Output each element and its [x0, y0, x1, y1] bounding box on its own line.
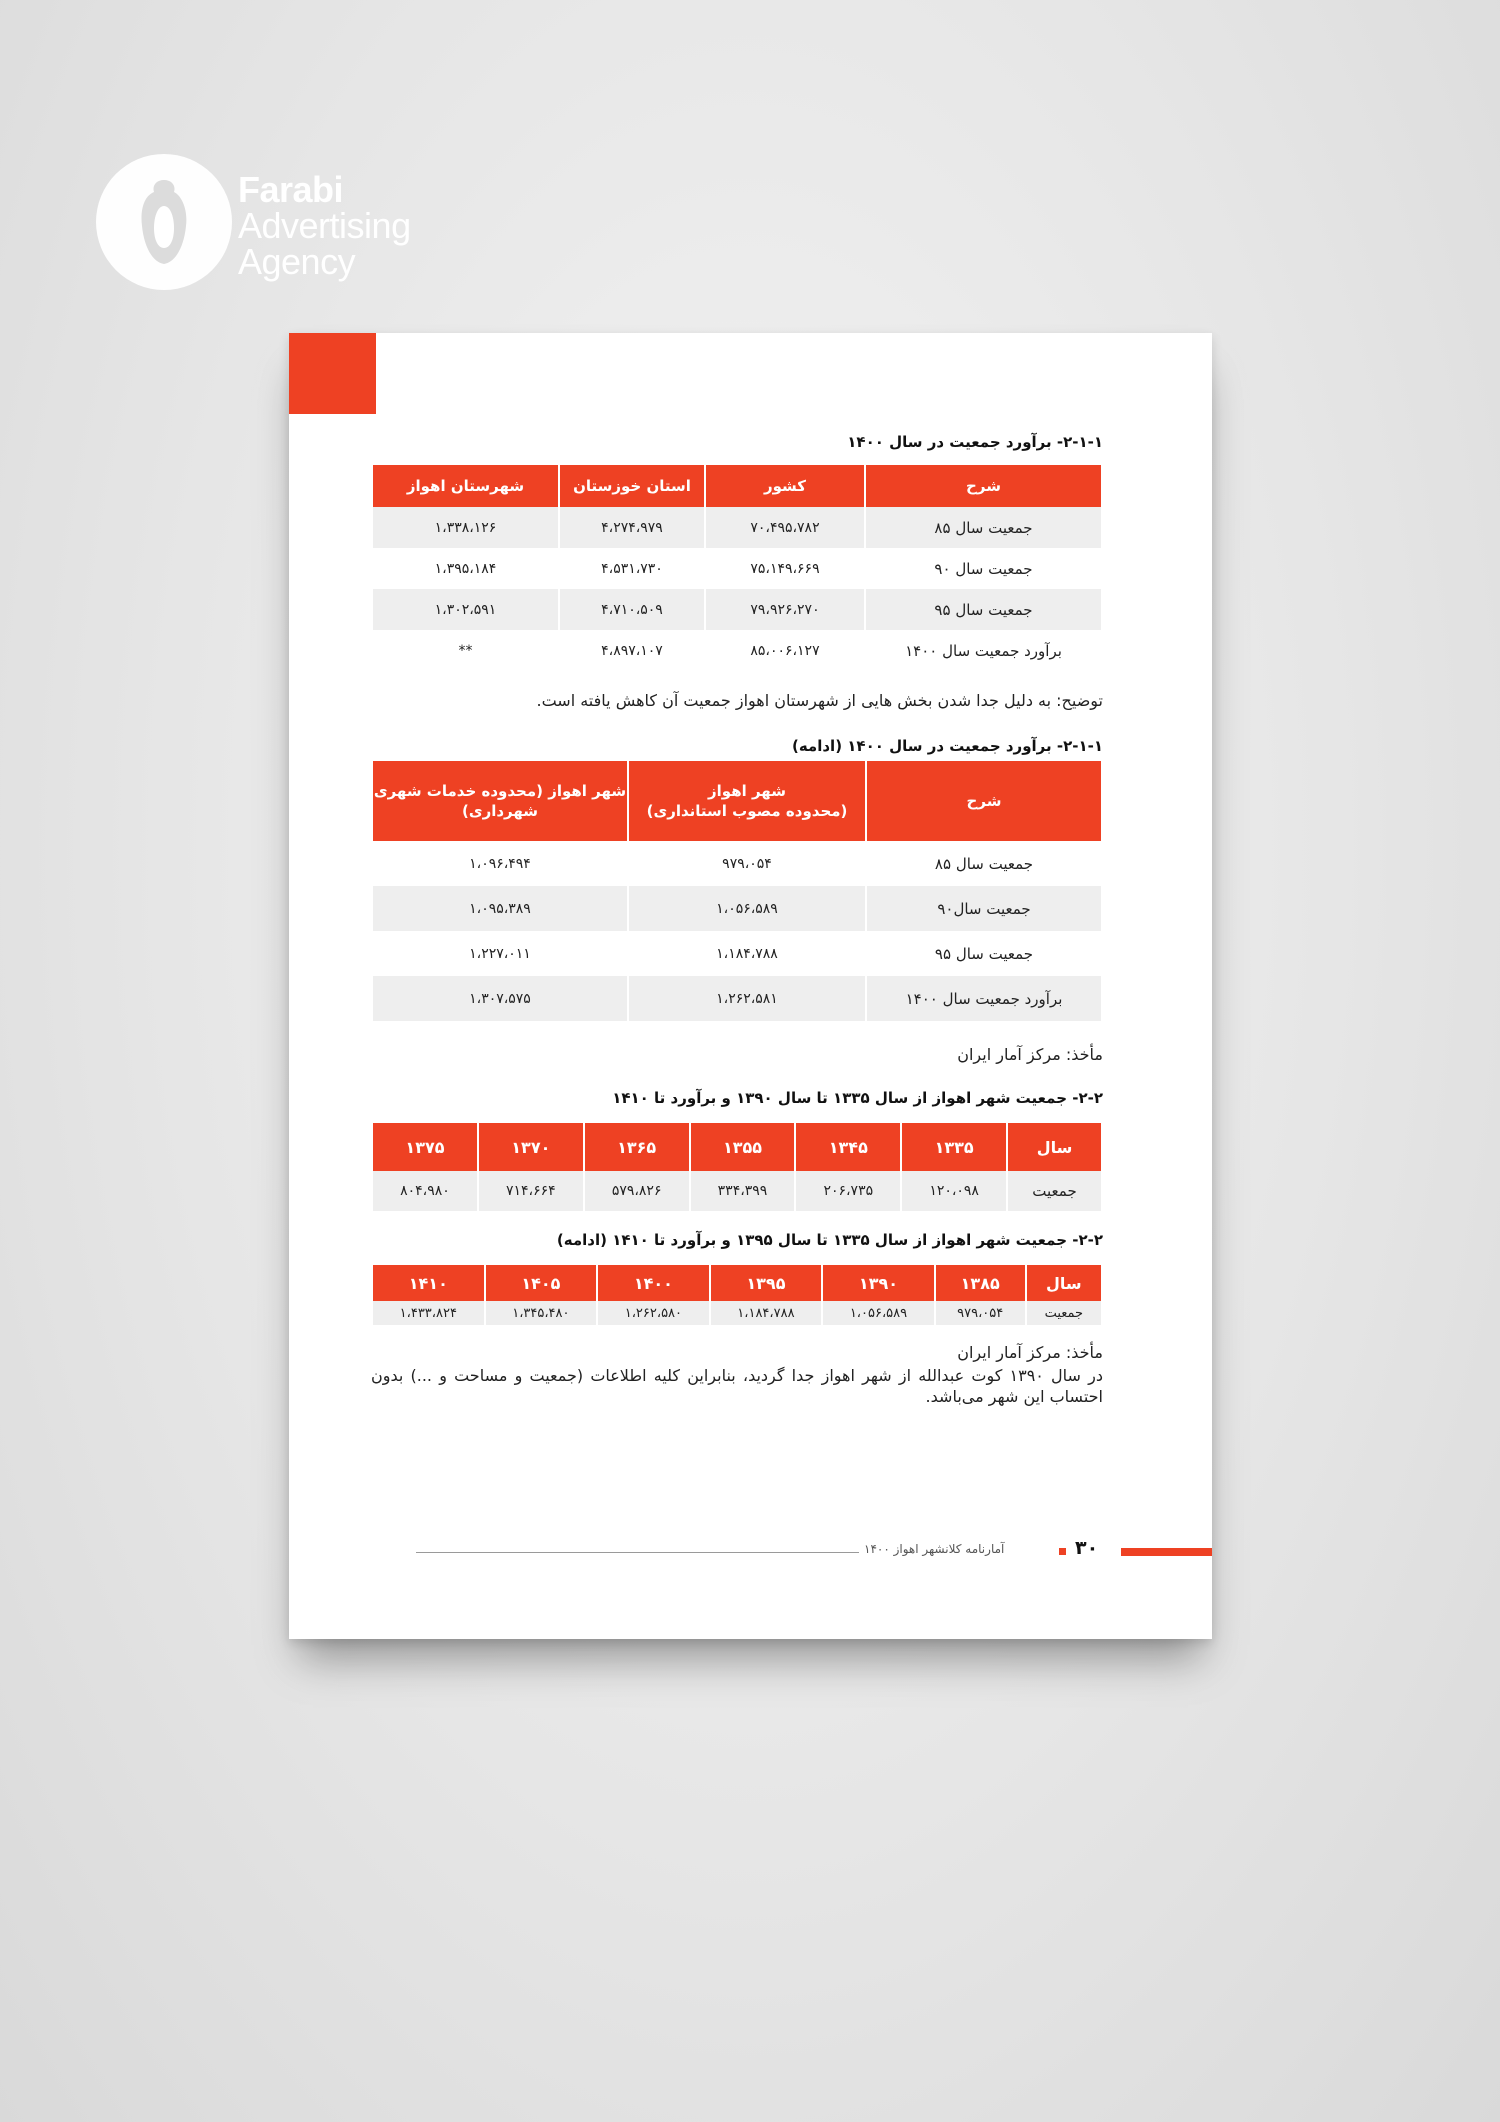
table-cell: ۱،۲۶۲،۵۸۰	[598, 1301, 709, 1325]
section2-source: مأخذ: مرکز آمار ایران	[957, 1045, 1103, 1064]
logo-line-2: Advertising	[238, 205, 411, 246]
table-header-row	[373, 1123, 1101, 1171]
section2-title: ۲-۱-۱- برآورد جمعیت در سال ۱۴۰۰ (ادامه)	[791, 737, 1103, 755]
table-header-cell: سال	[1027, 1265, 1101, 1301]
footer-square-icon	[1059, 1548, 1066, 1555]
table-header-cell	[373, 761, 627, 841]
table-cell: ۱،۱۸۴،۷۸۸	[711, 1301, 822, 1325]
table-cell: ۱،۰۹۶،۴۹۴	[469, 855, 531, 872]
corner-accent-block	[289, 333, 376, 414]
table-row	[373, 886, 1101, 931]
section3-title: ۲-۲- جمعیت شهر اهواز از سال ۱۳۳۵ تا سال ۱۳۹۰ و برآورد تا ۱۴۱۰	[612, 1089, 1103, 1107]
table-cell: **	[458, 642, 473, 659]
table-cell: ۱،۲۲۷،۰۱۱	[469, 945, 531, 962]
logo-line-3: Agency	[238, 241, 356, 282]
table-cell: جمعیت سال ۸۵	[934, 854, 1034, 873]
footer-rule	[416, 1552, 859, 1553]
header-text: شرح	[966, 792, 1002, 810]
table-cell: ۴،۷۱۰،۵۰۹	[560, 589, 704, 630]
table-header-cell: ۱۳۷۵	[373, 1123, 477, 1171]
table-row	[373, 507, 1101, 548]
table-header-cell: ۱۴۰۵	[486, 1265, 597, 1301]
table-cell: ۴،۲۷۴،۹۷۹	[560, 507, 704, 548]
table-row	[373, 589, 1101, 630]
table-row	[373, 630, 1101, 671]
table-cell: ۴،۵۳۱،۷۳۰	[601, 560, 663, 577]
table-cell: ۵۷۹،۸۲۶	[585, 1171, 689, 1211]
table-header-row	[373, 465, 1101, 507]
table-header-cell	[629, 761, 865, 841]
header-text-line: (محدوده مصوب استانداری)	[646, 802, 848, 820]
table-header-cell: ۱۳۴۵	[796, 1123, 900, 1171]
logo-figure-icon	[136, 176, 192, 268]
table-cell: ۷۱۴،۶۶۴	[479, 1171, 583, 1211]
table-cell: ۱،۳۴۵،۴۸۰	[486, 1301, 597, 1325]
table-cell: ۱،۴۳۳،۸۲۴	[373, 1301, 484, 1325]
footer-accent-bar	[1121, 1548, 1212, 1556]
table-cell: جمعیت سال ۸۵	[866, 507, 1101, 548]
table-header-row	[373, 761, 1101, 841]
table-cell: ۱،۰۵۶،۵۸۹	[823, 1301, 934, 1325]
section2-table	[371, 761, 1103, 1021]
table-header-cell: ۱۴۱۰	[373, 1265, 484, 1301]
logo-line-1: Farabi	[238, 169, 344, 210]
table-cell: ۷۵،۱۴۹،۶۶۹	[750, 560, 820, 577]
table-cell: برآورد جمعیت سال ۱۴۰۰	[905, 641, 1062, 660]
table-cell: ۳۳۴،۳۹۹	[691, 1171, 795, 1211]
header-text-line: شهر اهواز (محدوده خدمات شهری	[373, 782, 627, 800]
table-cell: ۲۰۶،۷۳۵	[796, 1171, 900, 1211]
logo-text	[238, 169, 411, 282]
table-header-cell: ۱۳۶۵	[585, 1123, 689, 1171]
table-cell: جمعیت	[1027, 1301, 1101, 1325]
table-cell: جمعیت سال ۹۵	[934, 944, 1034, 963]
table-header-cell: ۱۳۷۰	[479, 1123, 583, 1171]
table-row	[373, 1301, 1101, 1325]
table-row	[373, 841, 1101, 886]
table-header-cell: ۱۴۰۰	[598, 1265, 709, 1301]
table-cell: ۸۰۴،۹۸۰	[373, 1171, 477, 1211]
table-cell: جمعیت سال۹۰	[867, 886, 1101, 931]
section1-title: ۲-۱-۱- برآورد جمعیت در سال ۱۴۰۰	[847, 433, 1103, 451]
table-cell: ۷۹،۹۲۶،۲۷۰	[706, 589, 864, 630]
table-cell: ۱،۰۵۶،۵۸۹	[629, 886, 865, 931]
table-cell: برآورد جمعیت سال ۱۴۰۰	[867, 976, 1101, 1021]
table-cell: جمعیت سال ۹۰	[934, 559, 1033, 578]
table-cell: ۹۷۹،۰۵۴	[936, 1301, 1025, 1325]
table-cell: جمعیت	[1008, 1171, 1101, 1211]
table-header-cell: استان خوزستان	[560, 465, 704, 507]
header-text-line: شهرداری)	[461, 802, 539, 820]
table-cell: ۱،۰۹۵،۳۸۹	[373, 886, 627, 931]
table-cell: جمعیت سال ۹۵	[866, 589, 1101, 630]
table-header-cell: ۱۳۹۵	[711, 1265, 822, 1301]
table-header-cell: ۱۳۸۵	[936, 1265, 1025, 1301]
table-cell: ۷۰،۴۹۵،۷۸۲	[706, 507, 864, 548]
table-row	[373, 976, 1101, 1021]
section1-note: توضیح: به دلیل جدا شدن بخش هایی از شهرستان اهواز جمعیت آن کاهش یافته است.	[536, 691, 1103, 710]
table-cell: ۸۵،۰۰۶،۱۲۷	[750, 642, 820, 659]
footer-publication-title: آمارنامه کلانشهر اهواز ۱۴۰۰	[864, 1542, 1005, 1556]
table-header-cell: شهرستان اهواز	[373, 465, 558, 507]
table-header-cell: ۱۳۳۵	[902, 1123, 1006, 1171]
table-header-cell: سال	[1008, 1123, 1101, 1171]
section1-table	[371, 465, 1103, 671]
table-header-cell	[867, 761, 1101, 841]
section3-table	[371, 1123, 1103, 1211]
document-page	[289, 333, 1212, 1639]
table-header-cell: کشور	[706, 465, 864, 507]
table-row	[373, 1171, 1101, 1211]
agency-logo	[96, 154, 456, 294]
table-header-cell: ۱۳۹۰	[823, 1265, 934, 1301]
table-cell: ۱،۳۳۸،۱۲۶	[373, 507, 558, 548]
section4-table	[371, 1265, 1103, 1325]
table-cell: ۱،۳۰۷،۵۷۵	[373, 976, 627, 1021]
table-cell: ۱،۳۹۵،۱۸۴	[434, 560, 497, 577]
table-cell: ۱،۲۶۲،۵۸۱	[629, 976, 865, 1021]
header-text-line: شهر اهواز	[708, 782, 786, 800]
table-cell: ۹۷۹،۰۵۴	[722, 855, 772, 872]
table-cell: ۴،۸۹۷،۱۰۷	[601, 642, 663, 659]
table-cell: ۱،۳۰۲،۵۹۱	[373, 589, 558, 630]
table-row	[373, 548, 1101, 589]
section4-source: مأخذ: مرکز آمار ایران	[957, 1343, 1103, 1362]
table-header-cell: ۱۳۵۵	[691, 1123, 795, 1171]
table-cell: ۱۲۰،۰۹۸	[902, 1171, 1006, 1211]
table-header-cell: شرح	[866, 465, 1101, 507]
section4-title: ۲-۲- جمعیت شهر اهواز از سال ۱۳۳۵ تا سال ۱۳۹۵ و برآورد تا ۱۴۱۰ (ادامه)	[556, 1231, 1103, 1249]
table-header-row	[373, 1265, 1101, 1301]
section4-paragraph: در سال ۱۳۹۰ کوت عبدالله از شهر اهواز جدا گردید، بنابراین کلیه اطلاعات (جمعیت و مساحت و ...) بدون احتساب این شهر می‌باشد.	[371, 1366, 1103, 1406]
page-number: ۳۰	[1075, 1537, 1099, 1559]
table-cell: ۱،۱۸۴،۷۸۸	[716, 945, 778, 962]
table-row	[373, 931, 1101, 976]
